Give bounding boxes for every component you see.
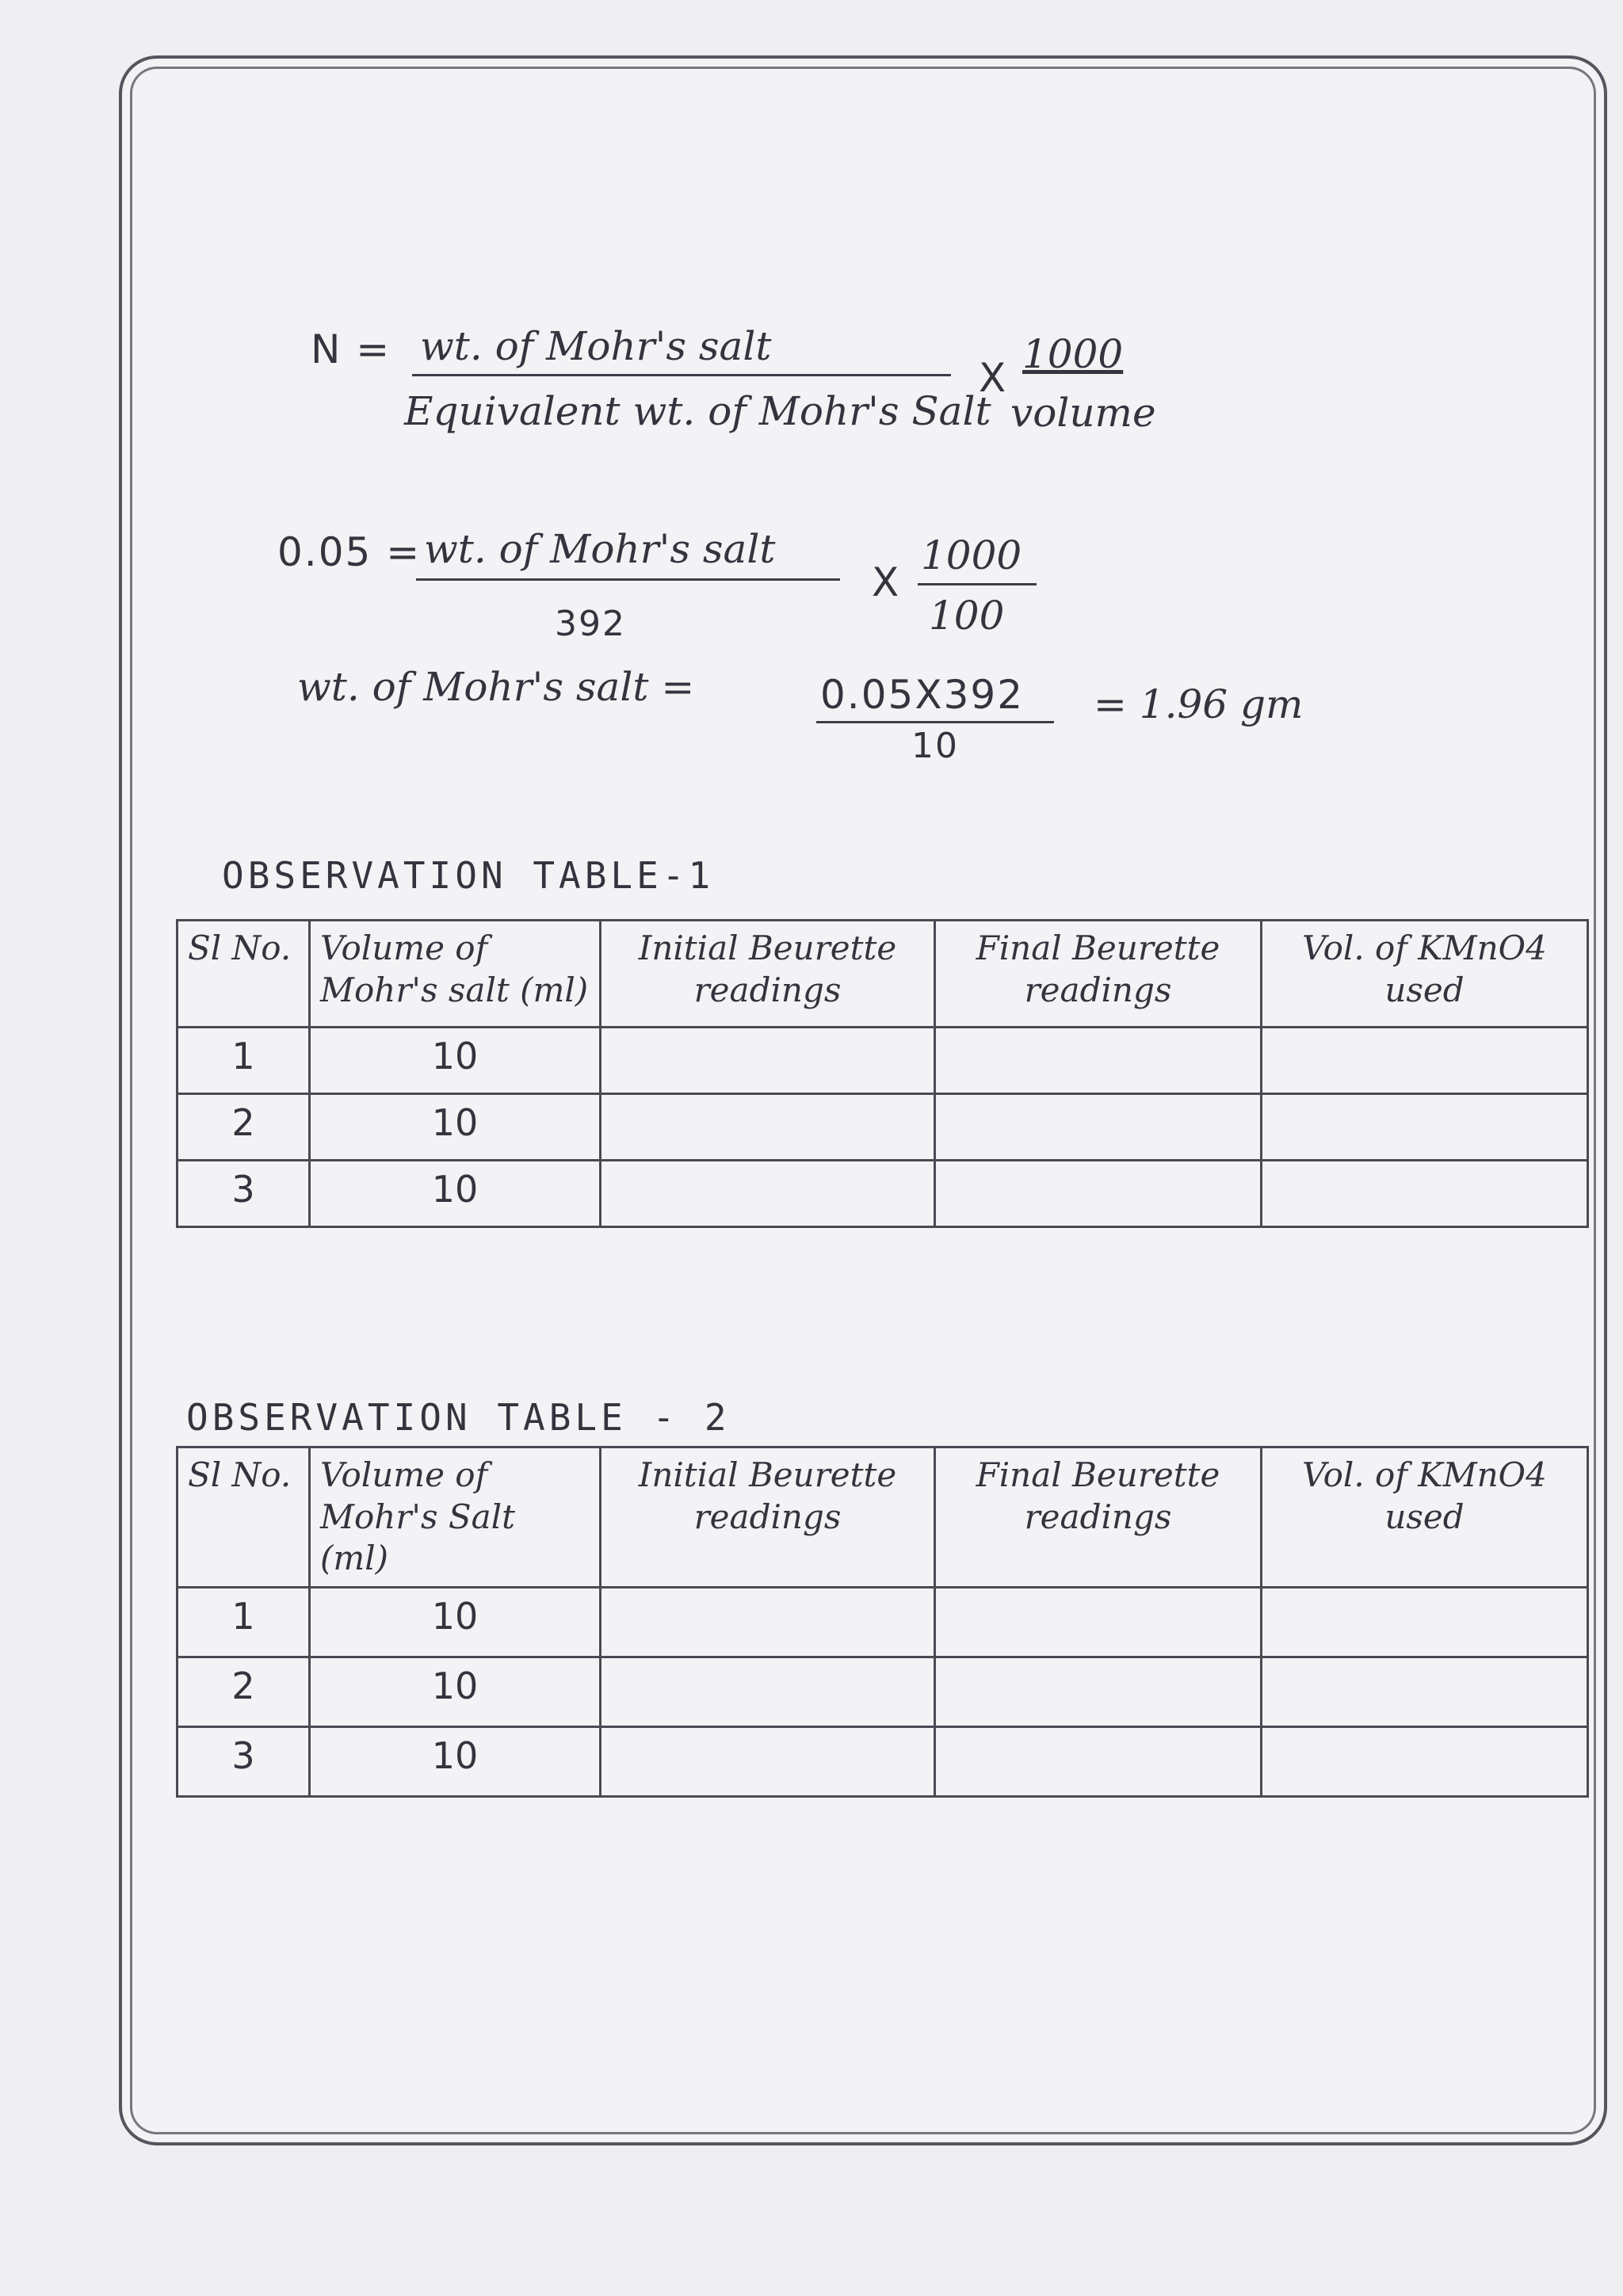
table-row	[178, 1094, 1588, 1161]
cell-kmno4	[1262, 1028, 1588, 1094]
header-volume: Volume of Mohr's salt (ml)	[310, 921, 601, 1028]
cell-sl: 3	[178, 1161, 310, 1227]
factor-denominator: volume	[1010, 390, 1156, 436]
cell-initial	[601, 1657, 935, 1726]
formula-sub-denominator: 392	[555, 604, 626, 644]
cell-final	[935, 1726, 1262, 1796]
table1-title: OBSERVATION TABLE-1	[222, 854, 715, 897]
cell-initial	[601, 1094, 935, 1161]
header-volume: Volume of Mohr's Salt (ml)	[310, 1447, 601, 1588]
cell-volume: 10	[310, 1726, 601, 1796]
table-header-row	[178, 921, 1588, 1028]
factor-numerator: 1000	[921, 532, 1022, 578]
fraction-bar	[412, 374, 951, 376]
cell-volume: 10	[310, 1587, 601, 1657]
cell-initial	[601, 1587, 935, 1657]
multiply-sign: X	[872, 559, 901, 605]
cell-final	[935, 1028, 1262, 1094]
multiply-sign: X	[979, 355, 1008, 401]
formula-sub-numerator: wt. of Mohr's salt	[424, 526, 776, 572]
cell-kmno4	[1262, 1657, 1588, 1726]
cell-final	[935, 1657, 1262, 1726]
cell-sl: 2	[178, 1094, 310, 1161]
header-kmno4-used: Vol. of KMnO4 used	[1262, 921, 1588, 1028]
cell-kmno4	[1262, 1094, 1588, 1161]
table-row	[178, 1161, 1588, 1227]
header-sl-no: Sl No.	[178, 921, 310, 1028]
header-kmno4-used: Vol. of KMnO4 used	[1262, 1447, 1588, 1588]
fraction-bar	[918, 583, 1037, 585]
cell-sl: 2	[178, 1657, 310, 1726]
factor-numerator: 1000	[1022, 331, 1124, 377]
factor-denominator: 100	[929, 593, 1005, 639]
observation-table-1	[176, 919, 1589, 1228]
cell-initial	[601, 1161, 935, 1227]
table2-title: OBSERVATION TABLE - 2	[186, 1396, 731, 1439]
cell-sl: 1	[178, 1028, 310, 1094]
cell-volume: 10	[310, 1161, 601, 1227]
formula-res-lhs: wt. of Mohr's salt =	[297, 664, 695, 710]
cell-initial	[601, 1028, 935, 1094]
header-initial-reading: Initial Beurette readings	[601, 1447, 935, 1588]
formula-res-denominator: 10	[911, 726, 959, 766]
header-sl-no: Sl No.	[178, 1447, 310, 1588]
table-row	[178, 1028, 1588, 1094]
formula-res-result: = 1.96 gm	[1094, 681, 1304, 727]
cell-kmno4	[1262, 1726, 1588, 1796]
table-row	[178, 1726, 1588, 1796]
table-header-row	[178, 1447, 1588, 1588]
cell-final	[935, 1094, 1262, 1161]
formula-n-lhs: N =	[311, 326, 391, 372]
table-row	[178, 1657, 1588, 1726]
header-final-reading: Final Beurette readings	[935, 921, 1262, 1028]
formula-n-numerator: wt. of Mohr's salt	[420, 323, 772, 369]
fraction-bar	[416, 578, 840, 581]
header-initial-reading: Initial Beurette readings	[601, 921, 935, 1028]
table-row	[178, 1587, 1588, 1657]
cell-volume: 10	[310, 1094, 601, 1161]
formula-sub-lhs: 0.05 =	[277, 529, 422, 575]
formula-n-denominator: Equivalent wt. of Mohr's Salt	[404, 388, 991, 434]
cell-initial	[601, 1726, 935, 1796]
cell-sl: 1	[178, 1587, 310, 1657]
cell-kmno4	[1262, 1587, 1588, 1657]
formula-res-numerator: 0.05X392	[820, 672, 1025, 718]
header-final-reading: Final Beurette readings	[935, 1447, 1262, 1588]
cell-volume: 10	[310, 1657, 601, 1726]
cell-final	[935, 1161, 1262, 1227]
cell-volume: 10	[310, 1028, 601, 1094]
fraction-bar	[816, 721, 1054, 723]
cell-sl: 3	[178, 1726, 310, 1796]
cell-kmno4	[1262, 1161, 1588, 1227]
cell-final	[935, 1587, 1262, 1657]
observation-table-2	[176, 1446, 1589, 1798]
